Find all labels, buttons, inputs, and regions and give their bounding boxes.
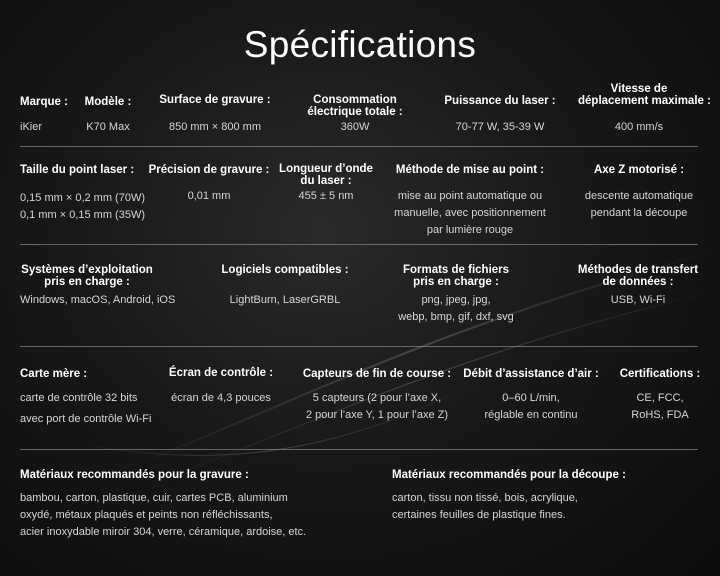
spec-value-line: carte de contrôle 32 bits (20, 392, 138, 404)
spec-label: Marque : (20, 96, 68, 108)
spec-value-line: webp, bmp, gif, dxf, svg (398, 311, 514, 323)
spec-value: Windows, macOS, Android, iOS (20, 294, 176, 306)
spec-label: Capteurs de fin de course : (302, 368, 452, 380)
spec-value-line: certaines feuilles de plastique fines. (392, 509, 566, 521)
spec-label: Écran de contrôle : (168, 367, 274, 379)
spec-value: 850 mm × 800 mm (168, 121, 261, 133)
divider (20, 146, 698, 147)
spec-label: Logiciels compatibles : (221, 264, 349, 276)
spec-label-line: Longueur d’onde (279, 163, 373, 175)
spec-value-line: RoHS, FDA (631, 409, 689, 421)
spec-value: 0,01 mm (187, 190, 231, 202)
spec-brand-value-cell (20, 119, 42, 136)
spec-model-value-cell (72, 119, 144, 136)
spec-value: 455 ± 5 nm (298, 190, 354, 202)
spec-label: Matériaux recommandés pour la gravure : (20, 469, 249, 481)
spec-value: USB, Wi-Fi (610, 294, 666, 306)
divider (20, 346, 698, 347)
spec-max-speed-value-cell (578, 119, 700, 136)
spec-spot-size (20, 164, 145, 224)
spec-label: Débit d’assistance d’air : (463, 368, 599, 380)
spec-operating-systems (12, 264, 162, 288)
spec-value-line: png, jpeg, jpg, (421, 294, 491, 306)
spec-value-line: carton, tissu non tissé, bois, acrylique, (392, 492, 578, 504)
spec-value-line: oxydé, métaux plaqués et peints non réfléchissants, (20, 509, 273, 521)
spec-label-line: électrique totale : (307, 106, 403, 118)
divider (20, 449, 698, 450)
spec-value-line: 0,15 mm × 0,2 mm (70W) (20, 192, 146, 204)
spec-value-line: avec port de contrôle Wi-Fi (20, 413, 152, 425)
spec-label: Carte mère : (20, 368, 88, 380)
spec-max-speed (578, 83, 711, 107)
spec-label-line: Consommation (313, 94, 397, 106)
spec-value-line: manuelle, avec positionnement (394, 207, 546, 219)
spec-file-formats (386, 264, 526, 326)
spec-value-line: 0–60 L/min, (502, 392, 560, 404)
spec-label: Méthode de mise au point : (395, 164, 545, 176)
spec-label-line: Méthodes de transfert (577, 264, 699, 276)
spec-value: 400 mm/s (614, 121, 664, 133)
spec-value-line: 2 pour l’axe Y, 1 pour l’axe Z) (305, 409, 449, 421)
page-title: Spécifications (243, 24, 477, 65)
spec-label: Axe Z motorisé : (593, 164, 685, 176)
spec-value-line: descente automatique (584, 190, 694, 202)
spec-brand (20, 96, 68, 108)
spec-data-transfer (572, 264, 704, 309)
spec-cutting-materials (392, 469, 626, 524)
spec-engraving-area (150, 94, 280, 106)
spec-engraving-materials (20, 469, 306, 541)
spec-value-line: bambou, carton, plastique, cuir, cartes PCB, aluminium (20, 492, 288, 504)
spec-value: LightBurn, LaserGRBL (229, 294, 341, 306)
spec-model (72, 96, 144, 108)
spec-mainboard (20, 368, 151, 428)
spec-value: iKier (20, 121, 43, 133)
spec-value: écran de 4,3 pouces (171, 392, 271, 404)
spec-value-line: mise au point automatique ou (397, 190, 543, 202)
spec-power-consumption (290, 94, 420, 136)
spec-focus-method (390, 164, 550, 239)
spec-software (214, 264, 356, 309)
spec-value: 360W (340, 121, 370, 133)
spec-control-screen (160, 367, 282, 407)
spec-label: Modèle : (84, 96, 132, 108)
spec-value-line: 0,1 mm × 0,15 mm (35W) (20, 209, 146, 221)
spec-label-line: Formats de fichiers (402, 264, 510, 276)
spec-label: Taille du point laser : (20, 164, 135, 176)
spec-value-line: par lumière rouge (426, 224, 514, 236)
spec-label: Puissance du laser : (444, 95, 556, 107)
spec-value-line: réglable en continu (484, 409, 578, 421)
spec-certifications (612, 368, 708, 424)
spec-value: 70-77 W, 35-39 W (455, 121, 545, 133)
spec-label-line: Vitesse de (610, 83, 668, 95)
spec-label: Précision de gravure : (148, 164, 270, 176)
spec-laser-power-value-cell (440, 119, 560, 136)
spec-label-line: déplacement maximale : (578, 95, 711, 107)
spec-label-line: de données : (602, 276, 674, 288)
spec-label-line: du laser : (300, 175, 352, 187)
spec-laser-power (440, 95, 560, 107)
spec-air-assist (456, 368, 606, 424)
spec-label-line: pris en charge : (413, 276, 499, 288)
spec-operating-systems-value-cell (20, 292, 175, 309)
spec-value-line: 5 capteurs (2 pour l’axe X, (312, 392, 442, 404)
spec-label: Surface de gravure : (159, 94, 271, 106)
spec-z-axis (574, 164, 704, 222)
spec-engraving-precision (140, 164, 278, 205)
spec-limit-sensors (300, 368, 454, 424)
divider (20, 244, 698, 245)
spec-value: K70 Max (86, 121, 130, 133)
spec-engraving-area-value-cell (150, 119, 280, 136)
spec-label-line: pris en charge : (44, 276, 130, 288)
spec-value-line: CE, FCC, (636, 392, 684, 404)
spec-label: Matériaux recommandés pour la découpe : (392, 469, 626, 481)
spec-wavelength (268, 163, 384, 205)
spec-label-line: Systèmes d’exploitation (21, 264, 153, 276)
spec-value-line: pendant la découpe (590, 207, 688, 219)
spec-label: Certifications : (619, 368, 701, 380)
spec-value-line: acier inoxydable miroir 304, verre, céramique, ardoise, etc. (20, 526, 307, 538)
